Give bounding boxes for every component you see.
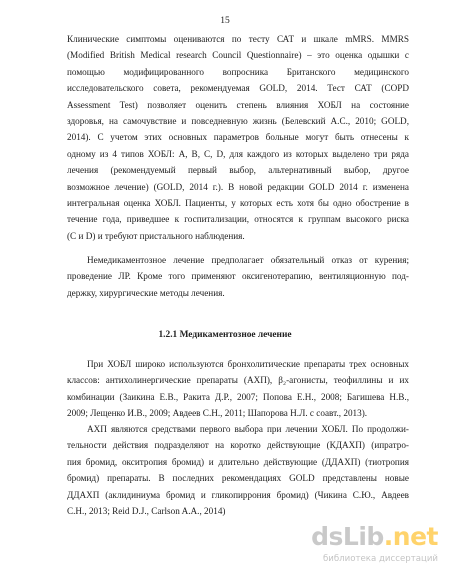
text-line: держку, хирургические методы лечения. — [67, 287, 225, 298]
text-line: тельности действия подразделяют на коротко действующие (КДАХП) (ипратро- — [67, 440, 409, 451]
text-line: проведение ЛР. Кроме того применяют оксигенотерапию, вентиляционную под- — [67, 271, 409, 282]
text-line: помощью модифицированного вопросника Британского медицинского — [67, 66, 409, 77]
text-line: При ХОБЛ широко используются бронхолитические препараты трех основных — [87, 359, 409, 369]
text-line: одному из 4 типов ХОБЛ: А, В, С, D, для каждого из которых выделено три ряда — [67, 148, 409, 159]
paragraph-copd-assessment — [67, 31, 409, 244]
text-line: 2014). С учетом этих основных параметров больные могут быть отнесены к — [67, 132, 409, 143]
text-line: исследовательского совета, рекомендуемая GOLD, 2014. Тест САТ (COPD — [67, 83, 409, 94]
text-line: лечения (рекомендуемый первый выбор, альтернативный выбор, другое — [67, 165, 409, 176]
text-line: 2009; Лещенко И.В., 2009; Авдеев С.Н., 2011; Шапорова Н.Л. с соавт., 2013). — [67, 408, 368, 419]
text-line: АХП являются средствами первого выбора при лечении ХОБЛ. По продолжи- — [87, 424, 409, 434]
paragraph-non-drug-treatment — [67, 252, 409, 301]
text-line: классов: антихолинергические препараты (АХП), β₂-агонисты, теофиллины и их — [67, 375, 409, 386]
text-line: здоровья, на самочувствие и повседневную жизнь (Белевский А.С., 2010; GOLD, — [67, 116, 409, 127]
dslib-watermark — [311, 522, 438, 570]
page-number: 15 — [220, 16, 230, 26]
text-line: Немедикаментозное лечение предполагает обязательный отказ от курения; — [87, 255, 409, 265]
text-line: Assessment Test) позволяет оценить степень влияния ХОБЛ на состояние — [67, 99, 409, 110]
watermark-subtitle: библиотека диссертаций — [322, 554, 438, 564]
text-line: (Modified British Medical research Council Questionnaire) – это оценка одышки с — [67, 50, 409, 61]
text-line: Клинические симптомы оцениваются по тесту САТ и шкале mMRS. MMRS — [67, 34, 409, 44]
watermark-logo-tld: .net — [383, 522, 438, 551]
text-line: (С и D) и требуют пристального наблюдения. — [67, 230, 245, 241]
paragraph-anticholinergics — [67, 421, 409, 519]
paragraph-bronchodilators — [67, 356, 409, 422]
text-line: течение года, приведшее к госпитализации, относятся к группам высокого риска — [67, 214, 409, 225]
text-line: комбинации (Заикина Е.В., Ракита Д.Р., 2007; Попова Е.Н., 2008; Багишева Н.В., — [67, 391, 409, 402]
text-line: ДДАХП (аклидиниума бромид и гликопиррония бромид) (Чикина С.Ю., Авдеев — [67, 489, 409, 500]
watermark-logo — [311, 522, 438, 551]
text-line: С.Н., 2013; Reid D.J., Carlson A.A., 2014) — [67, 506, 226, 517]
watermark-logo-main: dsLib — [311, 522, 384, 551]
text-line: бромид) препараты. В последних рекомендациях GOLD представлены новые — [67, 473, 409, 484]
section-heading: 1.2.1 Медикаментозное лечение — [158, 330, 292, 340]
text-line: возможное лечение) (GOLD, 2014 г.). В новой редакции GOLD 2014 г. изменена — [67, 181, 409, 192]
text-line: интегральная оценка ХОБЛ. Пациенты, у которых есть хотя бы одно обострение в — [67, 198, 409, 209]
text-line: пия бромид, окситропия бромид) и длительно действующие (ДДАХП) (тиотропия — [67, 456, 409, 467]
